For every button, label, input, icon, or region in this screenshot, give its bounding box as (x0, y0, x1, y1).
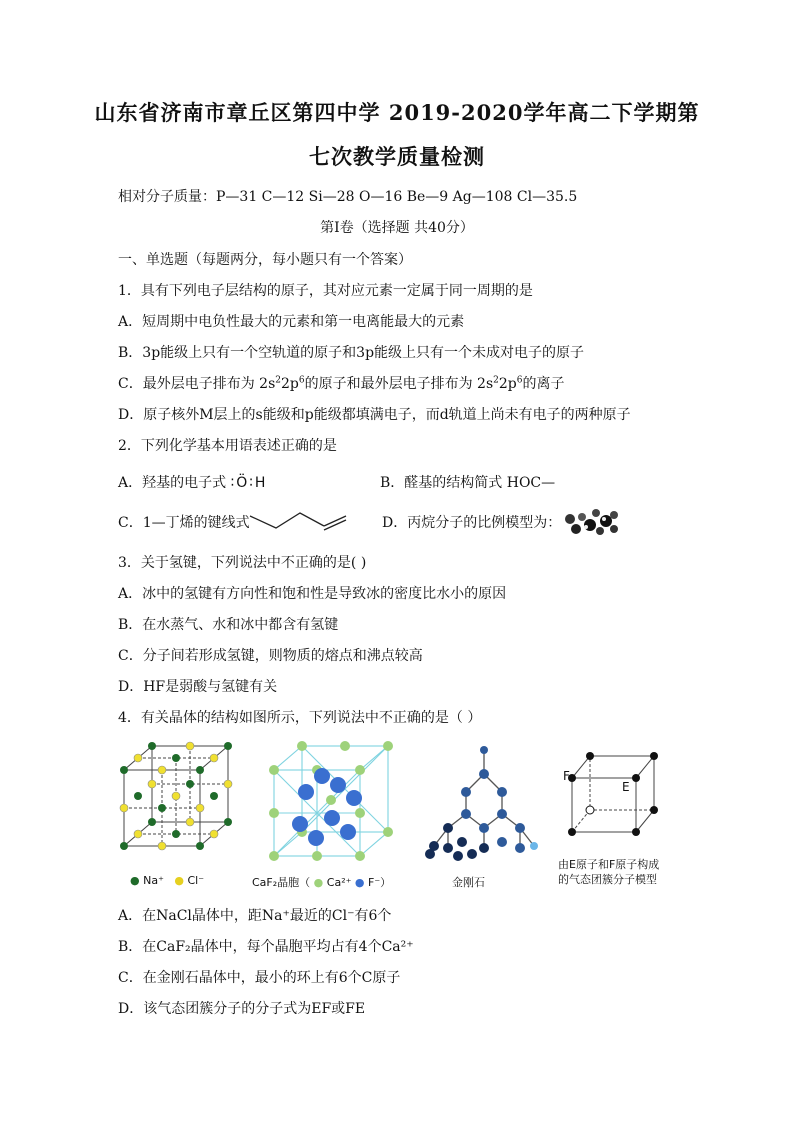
section-title: 第Ⅰ卷（选择题 共40分） (320, 220, 474, 236)
hydroxyl-electron-formula: ∶Ö∶H (230, 475, 268, 491)
q2-option-c-label: C．1—丁烯的键线式 (118, 515, 250, 531)
f-dot-icon: ● (354, 876, 365, 889)
q4-stem: 4．有关晶体的结构如图所示，下列说法中不正确的是（ ） (118, 710, 482, 726)
nacl-legend (130, 874, 204, 887)
butene-skeletal-formula (248, 508, 348, 532)
q1-option-b: B．3p能级上只有一个空轨道的原子和3p能级上只有一个未成对电子的原子 (118, 345, 585, 361)
ca-legend-label: Ca²⁺ (326, 876, 352, 889)
cluster-label-f: F (563, 769, 570, 783)
caf2-caption: CaF₂晶胞（ (252, 876, 311, 889)
q2-option-d: D．丙烷分子的比例模型为： (382, 515, 562, 531)
ca-dot-icon: ● (313, 876, 324, 889)
q1-option-c-mid: 的原子和最外层电子排布为 2s (304, 376, 494, 392)
f-legend-label: F⁻） (368, 876, 392, 889)
cluster-molecule-figure (560, 748, 670, 840)
propane-space-filling-model (562, 505, 620, 539)
q1-option-a: A．短周期中电负性最大的元素和第一电离能最大的元素 (118, 314, 465, 330)
q1-option-c: C．最外层电子排布为 $2s^22p^6$的原子和最外层电子排布为 $2s^22p^6$的离子 (118, 375, 565, 392)
q1-stem: 1．具有下列电子层结构的原子，其对应元素一定属于同一周期的是 (118, 283, 533, 299)
q2-option-a (118, 472, 267, 492)
cluster-label-e: E (622, 780, 630, 794)
cluster-caption-line2: 的气态团簇分子模型 (558, 873, 657, 886)
q2-option-a-label: A．羟基的电子式 (118, 475, 227, 491)
diamond-crystal-figure (422, 742, 547, 867)
q3-option-d: D．HF是弱酸与氢键有关 (118, 679, 278, 695)
q3-option-b: B．在水蒸气、水和冰中都含有氢键 (118, 617, 339, 633)
q4-option-a: A．在NaCl晶体中，距Na⁺最近的Cl⁻有6个 (118, 908, 392, 924)
cl-dot-icon: ● (174, 874, 184, 887)
q2-option-b: B．醛基的结构简式 HOC— (380, 475, 556, 491)
cluster-caption-line1: 由E原子和F原子构成 (558, 858, 660, 871)
na-legend-label: Na⁺ (143, 874, 164, 887)
na-dot-icon: ● (130, 874, 140, 887)
atomic-masses: 相对分子质量：P—31 C—12 Si—28 O—16 Be—9 Ag—108 Cl—35.5 (118, 189, 578, 205)
cl-legend-label: Cl⁻ (187, 874, 205, 887)
q1-option-c-pre: C．最外层电子排布为 2s (118, 376, 276, 392)
caf2-crystal-figure (266, 740, 396, 870)
q3-stem: 3．关于氢键，下列说法中不正确的是( ) (118, 555, 367, 571)
diamond-caption: 金刚石 (452, 876, 485, 889)
q3-option-a: A．冰中的氢键有方向性和饱和性是导致冰的密度比水小的原因 (118, 586, 507, 602)
part-heading: 一、单选题（每题两分，每小题只有一个答案） (118, 252, 412, 268)
q4-option-b: B．在CaF₂晶体中，每个晶胞平均占有4个Ca²⁺ (118, 939, 414, 955)
nacl-crystal-figure (118, 740, 238, 870)
exam-title-line2: 七次教学质量检测 (309, 144, 485, 169)
q1-option-c-post: 的离子 (522, 376, 565, 392)
q4-option-d: D．该气态团簇分子的分子式为EF或FE (118, 1001, 366, 1017)
q4-option-c: C．在金刚石晶体中，最小的环上有6个C原子 (118, 970, 401, 986)
q3-option-c: C．分子间若形成氢键，则物质的熔点和沸点较高 (118, 648, 423, 664)
caf2-legend (252, 874, 391, 890)
q1-option-d: D．原子核外M层上的s能级和p能级都填满电子，而d轨道上尚未有电子的两种原子 (118, 407, 631, 423)
exam-title-line1: 山东省济南市章丘区第四中学 2019-2020学年高二下学期第 (94, 100, 700, 125)
q2-stem: 2．下列化学基本用语表述正确的是 (118, 438, 337, 454)
q2-option-c (118, 512, 250, 532)
